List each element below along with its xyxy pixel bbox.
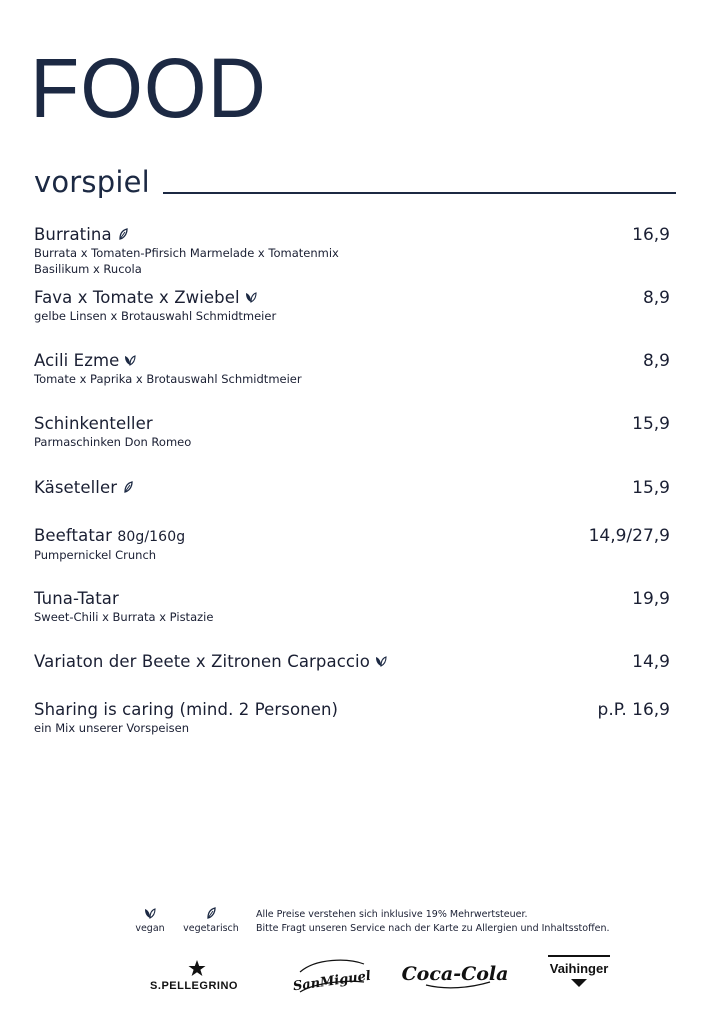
san-miguel-logo bbox=[292, 952, 372, 1000]
item-price: 8,9 bbox=[642, 288, 670, 308]
item-name-text: Burratina bbox=[34, 225, 112, 244]
item-desc: Basilikum x Rucola bbox=[34, 262, 142, 276]
item-portion: 80g/160g bbox=[117, 529, 186, 545]
item-desc: Pumpernickel Crunch bbox=[34, 548, 157, 562]
item-name-text: Variaton der Beete x Zitronen Carpaccio bbox=[34, 652, 370, 671]
menu-item bbox=[34, 652, 674, 672]
vegetarian-leaf-icon bbox=[204, 906, 218, 920]
legend-vegan-label: vegan bbox=[135, 923, 165, 934]
section-rule bbox=[163, 192, 676, 194]
legend-vegetarian-label: vegetarisch bbox=[183, 923, 239, 934]
allergy-note: Bitte Fragt unseren Service nach der Karte zu Allergien und Inhaltsstoffen. bbox=[256, 923, 610, 934]
item-name bbox=[34, 526, 674, 547]
menu-item bbox=[34, 225, 674, 277]
menu-item bbox=[34, 589, 674, 625]
diet-legend bbox=[130, 906, 650, 940]
section-header bbox=[34, 164, 676, 200]
item-price: 19,9 bbox=[632, 589, 670, 609]
price-note: Alle Preise verstehen sich inklusive 19% Mehrwertsteuer. bbox=[256, 909, 528, 920]
san-miguel-logo-graphic bbox=[292, 952, 372, 1000]
item-name bbox=[34, 478, 674, 498]
vaihinger-logo bbox=[544, 952, 614, 996]
item-desc: Tomate x Paprika x Brotauswahl Schmidtmeier bbox=[34, 372, 302, 386]
legend-vegetarian bbox=[180, 906, 242, 935]
menu-item bbox=[34, 700, 674, 736]
vaihinger-wordmark: Vaihinger bbox=[549, 961, 609, 976]
item-price: 8,9 bbox=[642, 351, 670, 371]
san-miguel-wordmark: SanMiguel bbox=[292, 968, 372, 995]
item-price: 14,9/27,9 bbox=[588, 526, 670, 546]
item-desc: Burrata x Tomaten-Pfirsich Marmelade x Tomatenmix bbox=[34, 246, 339, 260]
menu-title: FOOD bbox=[30, 41, 267, 135]
vaihinger-logo-graphic bbox=[544, 952, 614, 996]
item-price: 14,9 bbox=[632, 652, 670, 672]
san-pellegrino-logo-graphic bbox=[136, 958, 256, 992]
menu-item bbox=[34, 526, 674, 563]
vegetarian-leaf-icon bbox=[121, 480, 135, 494]
vegetarian-leaf-icon bbox=[116, 227, 130, 241]
item-name: Schinkenteller bbox=[34, 414, 153, 433]
coca-cola-logo bbox=[401, 954, 509, 994]
item-desc: Sweet-Chili x Burrata x Pistazie bbox=[34, 610, 214, 624]
item-price: p.P. 16,9 bbox=[597, 700, 670, 720]
vegan-leaves-icon bbox=[143, 906, 157, 920]
item-name: Tuna-Tatar bbox=[34, 589, 119, 608]
item-desc: Parmaschinken Don Romeo bbox=[34, 435, 192, 449]
section-title: vorspiel bbox=[34, 165, 150, 199]
item-name-text: Acili Ezme bbox=[34, 351, 120, 370]
menu-item bbox=[34, 414, 674, 450]
item-price: 15,9 bbox=[632, 414, 670, 434]
item-name: Sharing is caring (mind. 2 Personen) bbox=[34, 700, 339, 719]
brand-logos bbox=[130, 952, 630, 1002]
item-price: 16,9 bbox=[632, 225, 670, 245]
item-name-text: Fava x Tomate x Zwiebel bbox=[34, 288, 240, 307]
item-name bbox=[34, 351, 674, 371]
vegan-leaves-icon bbox=[244, 290, 258, 304]
menu-item bbox=[34, 478, 674, 498]
vegan-leaves-icon bbox=[374, 654, 388, 668]
item-name bbox=[34, 225, 674, 245]
san-pellegrino-logo bbox=[136, 958, 256, 992]
item-name-text: Beeftatar bbox=[34, 526, 112, 545]
legend-note bbox=[256, 908, 610, 936]
san-pellegrino-wordmark: S.PELLEGRINO bbox=[150, 980, 238, 992]
item-desc: ein Mix unserer Vorspeisen bbox=[34, 721, 190, 735]
menu-item bbox=[34, 351, 674, 387]
menu-item bbox=[34, 288, 674, 324]
item-name-text: Käseteller bbox=[34, 478, 118, 497]
item-name bbox=[34, 288, 674, 308]
legend-vegan bbox=[130, 906, 170, 935]
item-desc: gelbe Linsen x Brotauswahl Schmidtmeier bbox=[34, 309, 277, 323]
vegan-leaves-icon bbox=[123, 353, 137, 367]
coca-cola-logo-graphic bbox=[401, 954, 509, 994]
item-name bbox=[34, 652, 674, 672]
coca-cola-wordmark: Coca-Cola bbox=[401, 963, 509, 985]
item-price: 15,9 bbox=[632, 478, 670, 498]
